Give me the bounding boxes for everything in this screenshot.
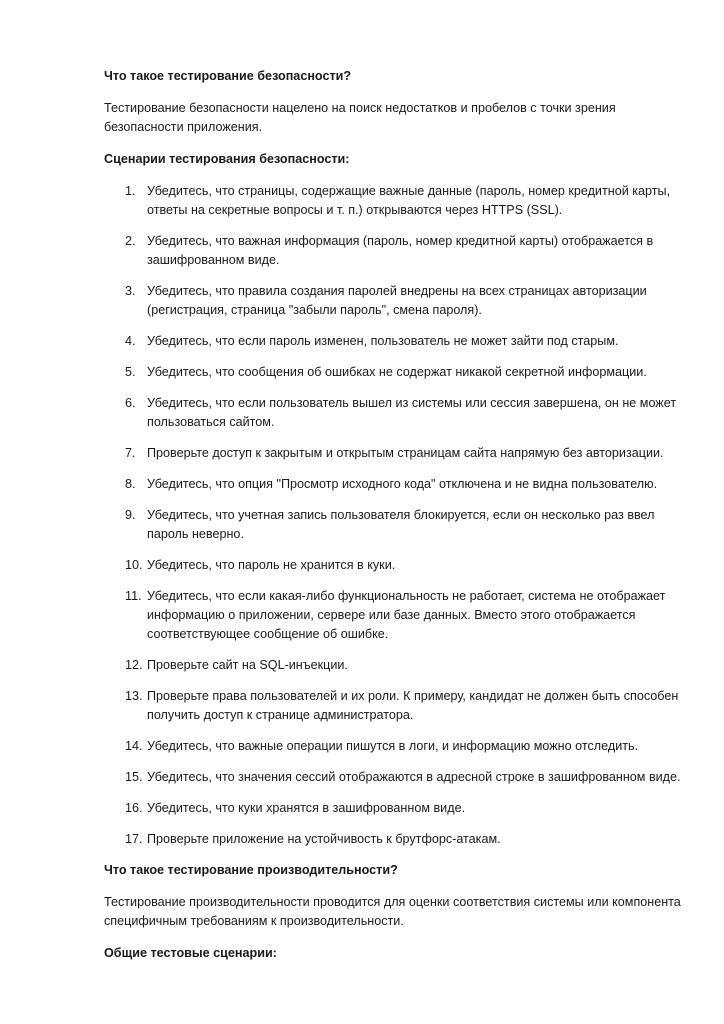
list-item-line: пароль неверно.	[147, 527, 244, 541]
list-item-number: 4.	[125, 334, 136, 348]
list-item-line: ответы на секретные вопросы и т. п.) открываются через HTTPS (SSL).	[147, 203, 563, 217]
list-item-number: 2.	[125, 234, 136, 248]
list-item-line: Убедитесь, что если пользователь вышел из системы или сессия завершена, он не может	[147, 396, 677, 410]
list-item	[104, 332, 684, 351]
list-item-line: Убедитесь, что сообщения об ошибках не содержат никакой секретной информации.	[147, 365, 647, 379]
list-item-line: Убедитесь, что значения сессий отображаются в адресной строке в зашифрованном виде.	[147, 770, 681, 784]
list-item	[104, 182, 684, 220]
list-item-number: 13.	[125, 689, 143, 703]
list-item	[104, 444, 684, 463]
list-item	[104, 737, 684, 756]
list-item-number: 9.	[125, 508, 136, 522]
list-item-number: 15.	[125, 770, 143, 784]
list-item	[104, 394, 684, 432]
list-item	[104, 687, 684, 725]
list-item-number: 8.	[125, 477, 136, 491]
numbered-list	[104, 182, 684, 849]
list-item	[104, 799, 684, 818]
paragraph-line: специфичным требованиям к производительности.	[104, 914, 404, 928]
list-item-line: Убедитесь, что правила создания паролей внедрены на всех страницах авторизации	[147, 284, 647, 298]
list-item	[104, 282, 684, 320]
list-item	[104, 506, 684, 544]
paragraph-line: безопасности приложения.	[104, 120, 263, 134]
list-item-number: 12.	[125, 658, 143, 672]
list-item-line: Убедитесь, что если какая-либо функциональность не работает, система не отображает	[147, 589, 666, 603]
list-item-line: Убедитесь, что если пароль изменен, пользователь не может зайти под старым.	[147, 334, 619, 348]
list-item-line: Проверьте права пользователей и их роли. К примеру, кандидат не должен быть способен	[147, 689, 679, 703]
list-item	[104, 475, 684, 494]
list-item-number: 5.	[125, 365, 136, 379]
paragraph-line: Тестирование производительности проводится для оценки соответствия системы или компонента	[104, 895, 681, 909]
list-item-line: Проверьте доступ к закрытым и открытым страницам сайта напрямую без авторизации.	[147, 446, 664, 460]
body-paragraph	[104, 99, 684, 137]
list-item-line: Убедитесь, что опция "Просмотр исходного кода" отключена и не видна пользователю.	[147, 477, 658, 491]
list-item	[104, 830, 684, 849]
list-item-number: 1.	[125, 184, 136, 198]
section-heading: Что такое тестирование безопасности?	[104, 69, 352, 83]
list-item-line: пользоваться сайтом.	[147, 415, 275, 429]
list-item-number: 3.	[125, 284, 136, 298]
list-item-number: 7.	[125, 446, 136, 460]
list-item-line: Проверьте сайт на SQL-инъекции.	[147, 658, 348, 672]
list-item-number: 16.	[125, 801, 143, 815]
list-item-line: Убедитесь, что куки хранятся в зашифрованном виде.	[147, 801, 466, 815]
list-item	[104, 556, 684, 575]
list-item-line: Убедитесь, что пароль не хранится в куки.	[147, 558, 396, 572]
list-item-number: 17.	[125, 832, 143, 846]
paragraph-line: Тестирование безопасности нацелено на поиск недостатков и пробелов с точки зрения	[104, 101, 616, 115]
body-paragraph	[104, 893, 684, 931]
list-item-line: Убедитесь, что страницы, содержащие важные данные (пароль, номер кредитной карты,	[147, 184, 671, 198]
list-item-line: информацию о приложении, сервере или базе данных. Вместо этого отображается	[147, 608, 636, 622]
list-item-line: Убедитесь, что важные операции пишутся в логи, и информацию можно отследить.	[147, 739, 639, 753]
list-item-line: (регистрация, страница "забыли пароль", смена пароля).	[147, 303, 482, 317]
list-item-number: 6.	[125, 396, 136, 410]
list-item	[104, 768, 684, 787]
list-item	[104, 232, 684, 270]
list-item-line: получить доступ к странице администратора.	[147, 708, 414, 722]
section-heading: Общие тестовые сценарии:	[104, 946, 277, 960]
list-item-line: Убедитесь, что важная информация (пароль, номер кредитной карты) отображается в	[147, 234, 654, 248]
list-item-line: Проверьте приложение на устойчивость к брутфорс-атакам.	[147, 832, 501, 846]
section-heading: Что такое тестирование производительности?	[104, 863, 398, 877]
section-heading: Сценарии тестирования безопасности:	[104, 152, 350, 166]
list-item-number: 14.	[125, 739, 143, 753]
list-item-number: 11.	[125, 589, 142, 603]
document-page	[104, 67, 684, 976]
list-item	[104, 587, 684, 644]
list-item-line: зашифрованном виде.	[147, 253, 280, 267]
list-item	[104, 363, 684, 382]
list-item-line: соответствующее сообщение об ошибке.	[147, 627, 389, 641]
list-item-line: Убедитесь, что учетная запись пользователя блокируется, если он несколько раз ввел	[147, 508, 655, 522]
list-item-number: 10.	[125, 558, 143, 572]
list-item	[104, 656, 684, 675]
